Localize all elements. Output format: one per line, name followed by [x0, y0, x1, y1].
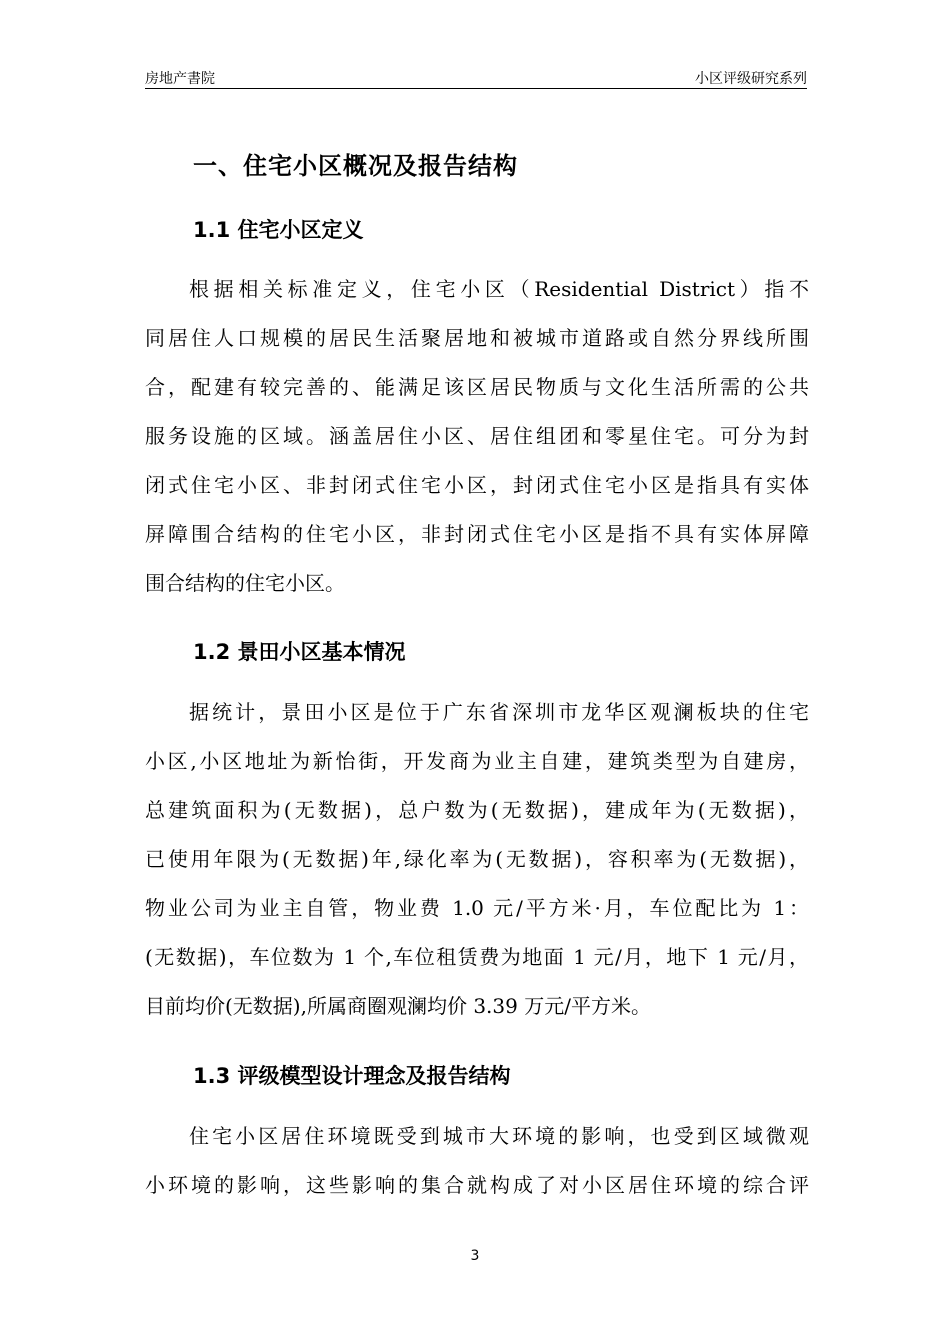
body-line: 同居住人口规模的居民生活聚居地和被城市道路或自然分界线所围 — [145, 326, 809, 350]
header-publisher: 房地产書院 — [145, 71, 215, 87]
header-series: 小区评级研究系列 — [695, 71, 807, 87]
body-line: 根据相关标准定义，住宅小区（Residential District）指不 — [189, 277, 809, 301]
body-line: (无数据)，车位数为 1 个,车位租赁费为地面 1 元/月，地下 1 元/月， — [145, 945, 809, 969]
section-body-1-2 — [145, 688, 809, 1031]
body-line: 住宅小区居住环境既受到城市大环境的影响，也受到区域微观 — [189, 1124, 809, 1148]
body-line: 小区,小区地址为新怡街，开发商为业主自建，建筑类型为自建房， — [145, 749, 809, 773]
body-line: 物业公司为业主自管，物业费 1.0 元/平方米·月，车位配比为 1： — [145, 896, 809, 920]
body-line: 据统计，景田小区是位于广东省深圳市龙华区观澜板块的住宅 — [189, 700, 809, 724]
page-header — [145, 66, 807, 89]
section-title-1-3: 1.3 评级模型设计理念及报告结构 — [193, 1064, 511, 1088]
body-line: 屏障围合结构的住宅小区，非封闭式住宅小区是指不具有实体屏障 — [145, 522, 809, 546]
body-line: 小环境的影响，这些影响的集合就构成了对小区居住环境的综合评 — [145, 1173, 809, 1197]
body-line: 目前均价(无数据),所属商圈观澜均价 3.39 万元/平方米。 — [145, 994, 651, 1018]
section-title-1-1: 1.1 住宅小区定义 — [193, 218, 364, 242]
section-body-1-3 — [145, 1112, 809, 1210]
body-line: 已使用年限为(无数据)年,绿化率为(无数据)，容积率为(无数据)， — [145, 847, 809, 871]
chapter-title: 一、住宅小区概况及报告结构 — [193, 152, 518, 180]
page-number: 3 — [470, 1248, 480, 1264]
section-body-1-1 — [145, 265, 809, 608]
body-line: 总建筑面积为(无数据)，总户数为(无数据)，建成年为(无数据)， — [145, 798, 809, 822]
section-title-1-2: 1.2 景田小区基本情况 — [193, 640, 406, 664]
body-line: 闭式住宅小区、非封闭式住宅小区，封闭式住宅小区是指具有实体 — [145, 473, 809, 497]
body-line: 服务设施的区域。涵盖居住小区、居住组团和零星住宅。可分为封 — [145, 424, 809, 448]
body-line: 合，配建有较完善的、能满足该区居民物质与文化生活所需的公共 — [145, 375, 809, 399]
body-line: 围合结构的住宅小区。 — [145, 571, 345, 595]
